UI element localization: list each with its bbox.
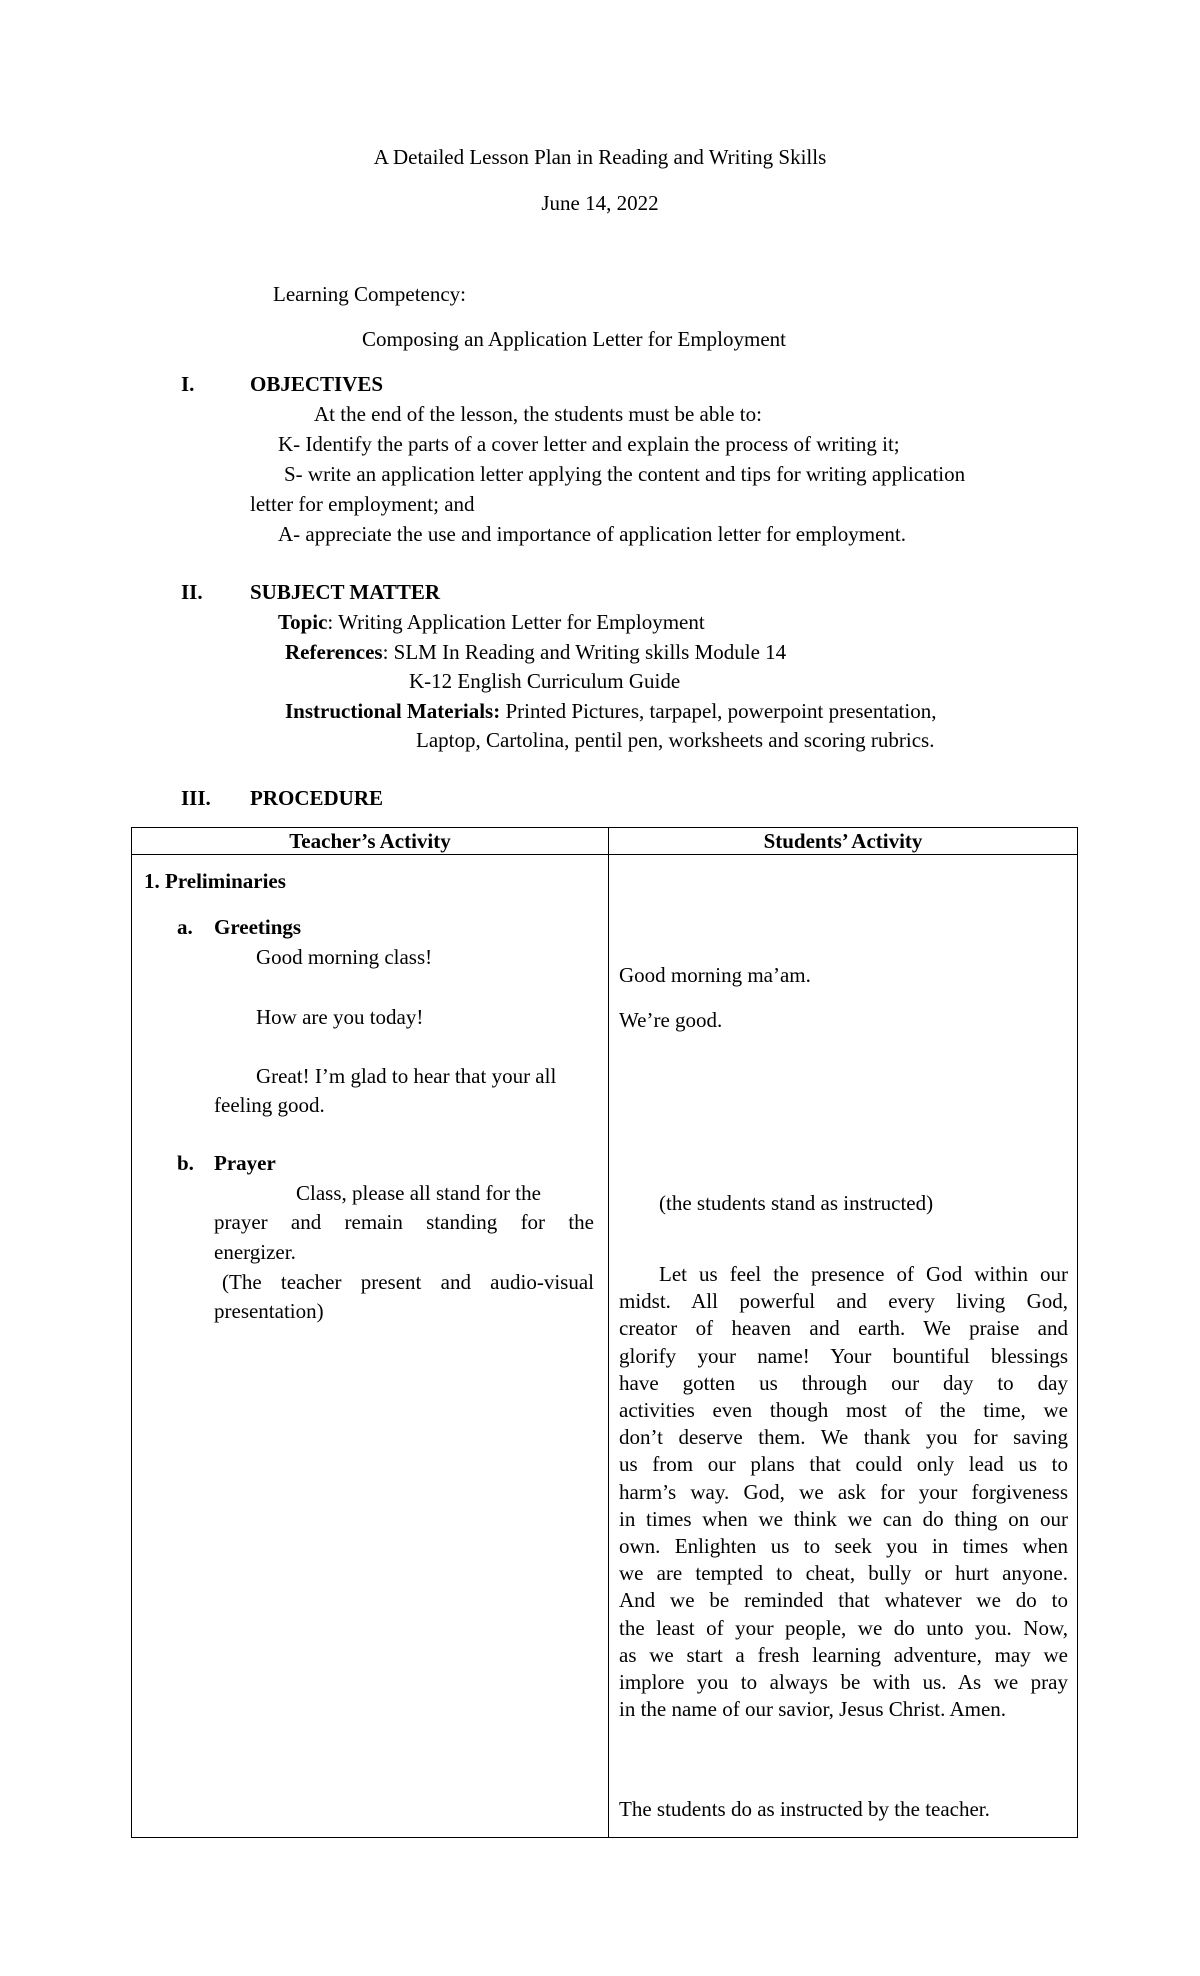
objectives-number: I.	[181, 372, 195, 396]
prayer-marker: b.	[177, 1151, 194, 1175]
objective-skill-line2: letter for employment; and	[250, 492, 475, 516]
prayer-line: glorify your name! Your bountiful blessings	[619, 1343, 1068, 1368]
subject-matter-number: II.	[181, 580, 203, 604]
teacher-response-line1: Great! I’m glad to hear that your all	[256, 1064, 557, 1088]
prayer-line: implore you to always be with us. As we pray	[619, 1670, 1068, 1695]
students-activity-cell	[609, 855, 1078, 1838]
procedure-number: III.	[181, 786, 211, 810]
prayer-instruction-line1: Class, please all stand for the	[296, 1181, 541, 1205]
competency-label: Learning Competency:	[273, 282, 467, 306]
prayer-line: we are tempted to cheat, bully or hurt anyone.	[619, 1561, 1068, 1586]
prayer-line: the least of your people, we do unto you. Now,	[619, 1615, 1068, 1640]
references-label: References	[285, 640, 383, 664]
prayer-line: as we start a fresh learning adventure, may we	[619, 1642, 1068, 1667]
prayer-line: activities even though most of the time, we	[619, 1398, 1068, 1423]
prayer-line: us from our plans that could only lead us to	[619, 1452, 1068, 1477]
objective-attitude: A- appreciate the use and importance of application letter for employment.	[278, 522, 907, 546]
students-prayer	[619, 1261, 1068, 1723]
prayer-instruction-line2: prayer and remain standing for the	[214, 1210, 594, 1235]
objectives-heading: OBJECTIVES	[250, 372, 384, 396]
prayer-line: Let us feel the presence of God within our	[659, 1262, 1068, 1286]
teacher-question: How are you today!	[256, 1005, 424, 1029]
teacher-greeting: Good morning class!	[256, 945, 433, 969]
prayer-line: in times when we think we can do thing on our	[619, 1506, 1068, 1531]
prayer-line: midst. All powerful and every living God,	[619, 1289, 1068, 1314]
procedure-heading: PROCEDURE	[250, 786, 384, 810]
objectives-intro: At the end of the lesson, the students must be able to:	[314, 402, 762, 426]
prayer-heading: Prayer	[214, 1151, 276, 1175]
students-activity-header: Students’ Activity	[609, 828, 1078, 855]
students-follow: The students do as instructed by the teacher.	[619, 1797, 990, 1821]
teacher-activity-header: Teacher’s Activity	[132, 828, 609, 855]
prayer-instruction	[214, 1179, 594, 1267]
procedure-table	[131, 827, 1078, 1838]
materials-value2: Laptop, Cartolina, pentil pen, worksheets and scoring rubrics.	[416, 728, 935, 752]
teacher-activity-cell	[132, 855, 609, 1838]
students-answer: We’re good.	[619, 1008, 723, 1032]
av-note-line1: (The teacher present and audio-visual	[222, 1270, 594, 1294]
objective-knowledge: K- Identify the parts of a cover letter and explain the process of writing it;	[278, 432, 900, 456]
prayer-line: creator of heaven and earth. We praise and	[619, 1316, 1068, 1341]
materials-label: Instructional Materials:	[285, 699, 501, 723]
objective-skill-line1: S- write an application letter applying the content and tips for writing application	[284, 462, 966, 486]
preliminaries-heading: 1. Preliminaries	[144, 869, 286, 893]
prayer-line: own. Enlighten us to seek you in times when	[619, 1534, 1068, 1559]
prayer-line: don’t deserve them. We thank you for saving	[619, 1425, 1068, 1450]
topic-label: Topic	[278, 610, 328, 634]
document-title: A Detailed Lesson Plan in Reading and Writing Skills	[373, 145, 827, 169]
table-header-row	[132, 828, 1078, 855]
students-stand: (the students stand as instructed)	[659, 1191, 934, 1215]
materials-line	[285, 697, 936, 726]
competency-text: Composing an Application Letter for Employment	[362, 327, 787, 351]
references-line	[285, 638, 786, 667]
topic-value: : Writing Application Letter for Employment	[327, 610, 705, 634]
av-note-line2: presentation)	[214, 1299, 324, 1324]
prayer-line: in the name of our savior, Jesus Christ. Amen.	[619, 1697, 1007, 1722]
prayer-line: have gotten us through our day to day	[619, 1370, 1068, 1395]
references-value: : SLM In Reading and Writing skills Module 14	[382, 640, 787, 664]
references-value2: K-12 English Curriculum Guide	[409, 669, 681, 693]
greetings-heading: Greetings	[214, 915, 302, 939]
document-date: June 14, 2022	[541, 191, 659, 215]
av-note	[214, 1268, 594, 1327]
subject-matter-heading: SUBJECT MATTER	[250, 580, 441, 604]
table-row	[132, 855, 1078, 1838]
greetings-marker: a.	[177, 915, 193, 939]
prayer-line: And we be reminded that whatever we do to	[619, 1588, 1068, 1613]
prayer-line: harm’s way. God, we ask for your forgiveness	[619, 1479, 1068, 1504]
materials-value: Printed Pictures, tarpapel, powerpoint presentation,	[500, 699, 937, 723]
teacher-response-line2: feeling good.	[214, 1093, 325, 1117]
topic-line	[278, 608, 705, 637]
students-greeting: Good morning ma’am.	[619, 963, 811, 987]
prayer-instruction-line3: energizer.	[214, 1239, 296, 1264]
